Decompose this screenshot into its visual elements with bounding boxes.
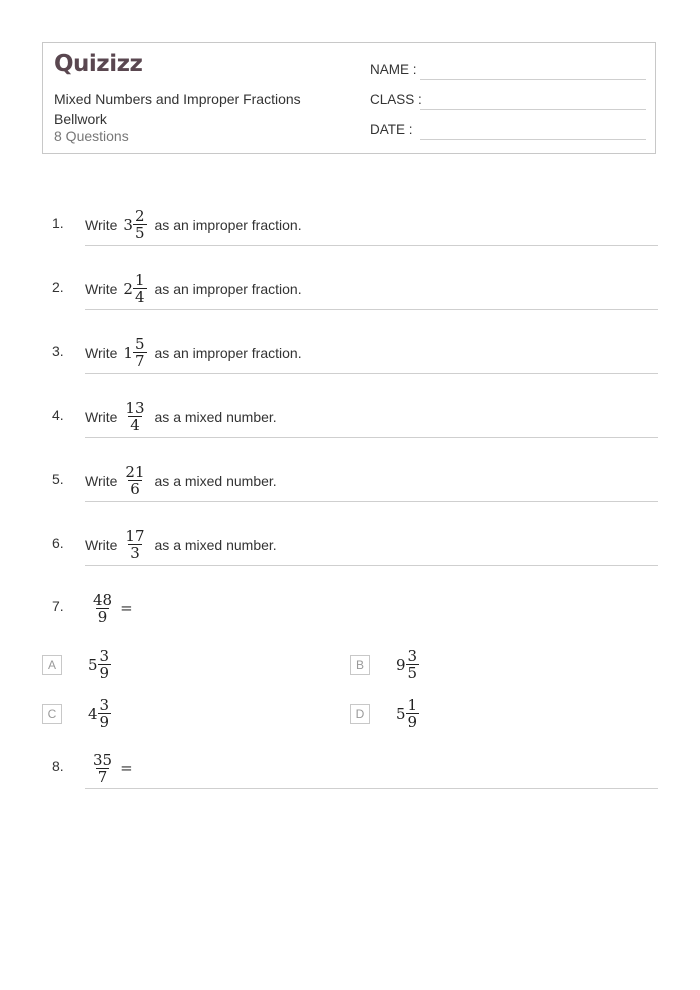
whole: 3 [123, 215, 133, 234]
denominator: 5 [407, 664, 418, 682]
question-text [85, 400, 658, 433]
option-value [396, 697, 419, 730]
fraction [98, 697, 112, 730]
question-number: 2. [52, 279, 64, 295]
option-letter[interactable]: B [350, 655, 370, 675]
numerator: 48 [93, 591, 113, 609]
whole: 2 [123, 279, 133, 298]
improper-fraction [91, 751, 114, 785]
whole: 4 [88, 704, 98, 723]
fraction [91, 752, 114, 785]
numerator: 21 [125, 463, 145, 481]
equals-sign: = [120, 759, 133, 777]
whole: 5 [88, 655, 98, 674]
option-value [88, 697, 111, 730]
question-text [85, 751, 658, 785]
fraction [98, 648, 112, 681]
fraction [133, 208, 147, 241]
question-number: 4. [52, 407, 64, 423]
name-line[interactable] [420, 79, 646, 80]
question-text [85, 464, 658, 497]
suffix: as a mixed number. [154, 408, 277, 425]
option-letter[interactable]: C [42, 704, 62, 724]
answer-line[interactable] [85, 501, 658, 502]
date-label: DATE : [370, 122, 413, 137]
numerator: 5 [134, 335, 145, 353]
prefix: Write [85, 408, 118, 425]
fraction [406, 697, 420, 730]
denominator: 9 [97, 608, 108, 626]
denominator: 9 [99, 713, 110, 731]
fraction [406, 648, 420, 681]
prefix: Write [85, 344, 118, 361]
improper-fraction [91, 591, 114, 625]
option-d[interactable] [350, 697, 427, 730]
improper-fraction [123, 528, 146, 561]
denominator: 6 [130, 480, 140, 498]
option-letter[interactable]: A [42, 655, 62, 675]
fraction [123, 528, 146, 561]
name-label: NAME : [370, 62, 417, 77]
option-a[interactable] [42, 648, 119, 681]
whole: 5 [396, 704, 406, 723]
numerator: 1 [407, 696, 418, 714]
denominator: 5 [134, 224, 145, 242]
class-field[interactable] [370, 90, 646, 110]
answer-line[interactable] [85, 437, 658, 438]
answer-line[interactable] [85, 565, 658, 566]
suffix: as an improper fraction. [154, 344, 302, 361]
denominator: 7 [97, 768, 108, 786]
class-label: CLASS : [370, 92, 422, 107]
answer-line[interactable] [85, 245, 658, 246]
numerator: 35 [93, 751, 113, 769]
question-text [85, 528, 658, 561]
mixed-number [123, 336, 146, 369]
question-text [85, 591, 658, 625]
date-field[interactable] [370, 120, 646, 140]
suffix: as a mixed number. [154, 536, 277, 553]
suffix: as an improper fraction. [154, 280, 302, 297]
denominator: 4 [134, 288, 145, 306]
numerator: 3 [99, 647, 110, 665]
denominator: 7 [134, 352, 145, 370]
fraction [123, 400, 146, 433]
question-text [85, 208, 658, 241]
answer-line[interactable] [85, 373, 658, 374]
worksheet-header [42, 42, 656, 154]
mixed-number [123, 272, 146, 305]
denominator: 4 [130, 416, 140, 434]
option-value [396, 648, 419, 681]
denominator: 9 [99, 664, 110, 682]
prefix: Write [85, 216, 118, 233]
option-c[interactable] [42, 697, 119, 730]
question-number: 5. [52, 471, 64, 487]
answer-line[interactable] [85, 788, 658, 789]
question-number: 3. [52, 343, 64, 359]
question-count: 8 Questions [54, 128, 129, 144]
denominator: 3 [130, 544, 140, 562]
quizizz-logo: Quizizz [54, 51, 143, 77]
whole: 9 [396, 655, 406, 674]
option-letter[interactable]: D [350, 704, 370, 724]
answer-line[interactable] [85, 309, 658, 310]
fraction [133, 336, 147, 369]
question-number: 7. [52, 598, 64, 614]
numerator: 3 [407, 647, 418, 665]
question-number: 8. [52, 758, 64, 774]
mixed-number [123, 208, 146, 241]
numerator: 13 [125, 399, 145, 417]
date-line[interactable] [420, 139, 646, 140]
question-number: 1. [52, 215, 64, 231]
class-line[interactable] [420, 109, 646, 110]
option-b[interactable] [350, 648, 427, 681]
question-text [85, 272, 658, 305]
worksheet-title: Mixed Numbers and Improper Fractions Bellwork [54, 91, 301, 127]
equals-sign: = [120, 599, 133, 617]
suffix: as a mixed number. [154, 472, 277, 489]
numerator: 2 [134, 207, 145, 225]
prefix: Write [85, 280, 118, 297]
fraction [133, 272, 147, 305]
question-number: 6. [52, 535, 64, 551]
numerator: 3 [99, 696, 110, 714]
suffix: as an improper fraction. [154, 216, 302, 233]
numerator: 1 [134, 271, 145, 289]
option-value [88, 648, 111, 681]
improper-fraction [123, 400, 146, 433]
numerator: 17 [125, 527, 145, 545]
prefix: Write [85, 472, 118, 489]
improper-fraction [123, 464, 146, 497]
whole: 1 [123, 343, 133, 362]
question-text [85, 336, 658, 369]
prefix: Write [85, 536, 118, 553]
fraction [91, 592, 114, 625]
fraction [123, 464, 146, 497]
denominator: 9 [407, 713, 418, 731]
name-field[interactable] [370, 60, 646, 80]
